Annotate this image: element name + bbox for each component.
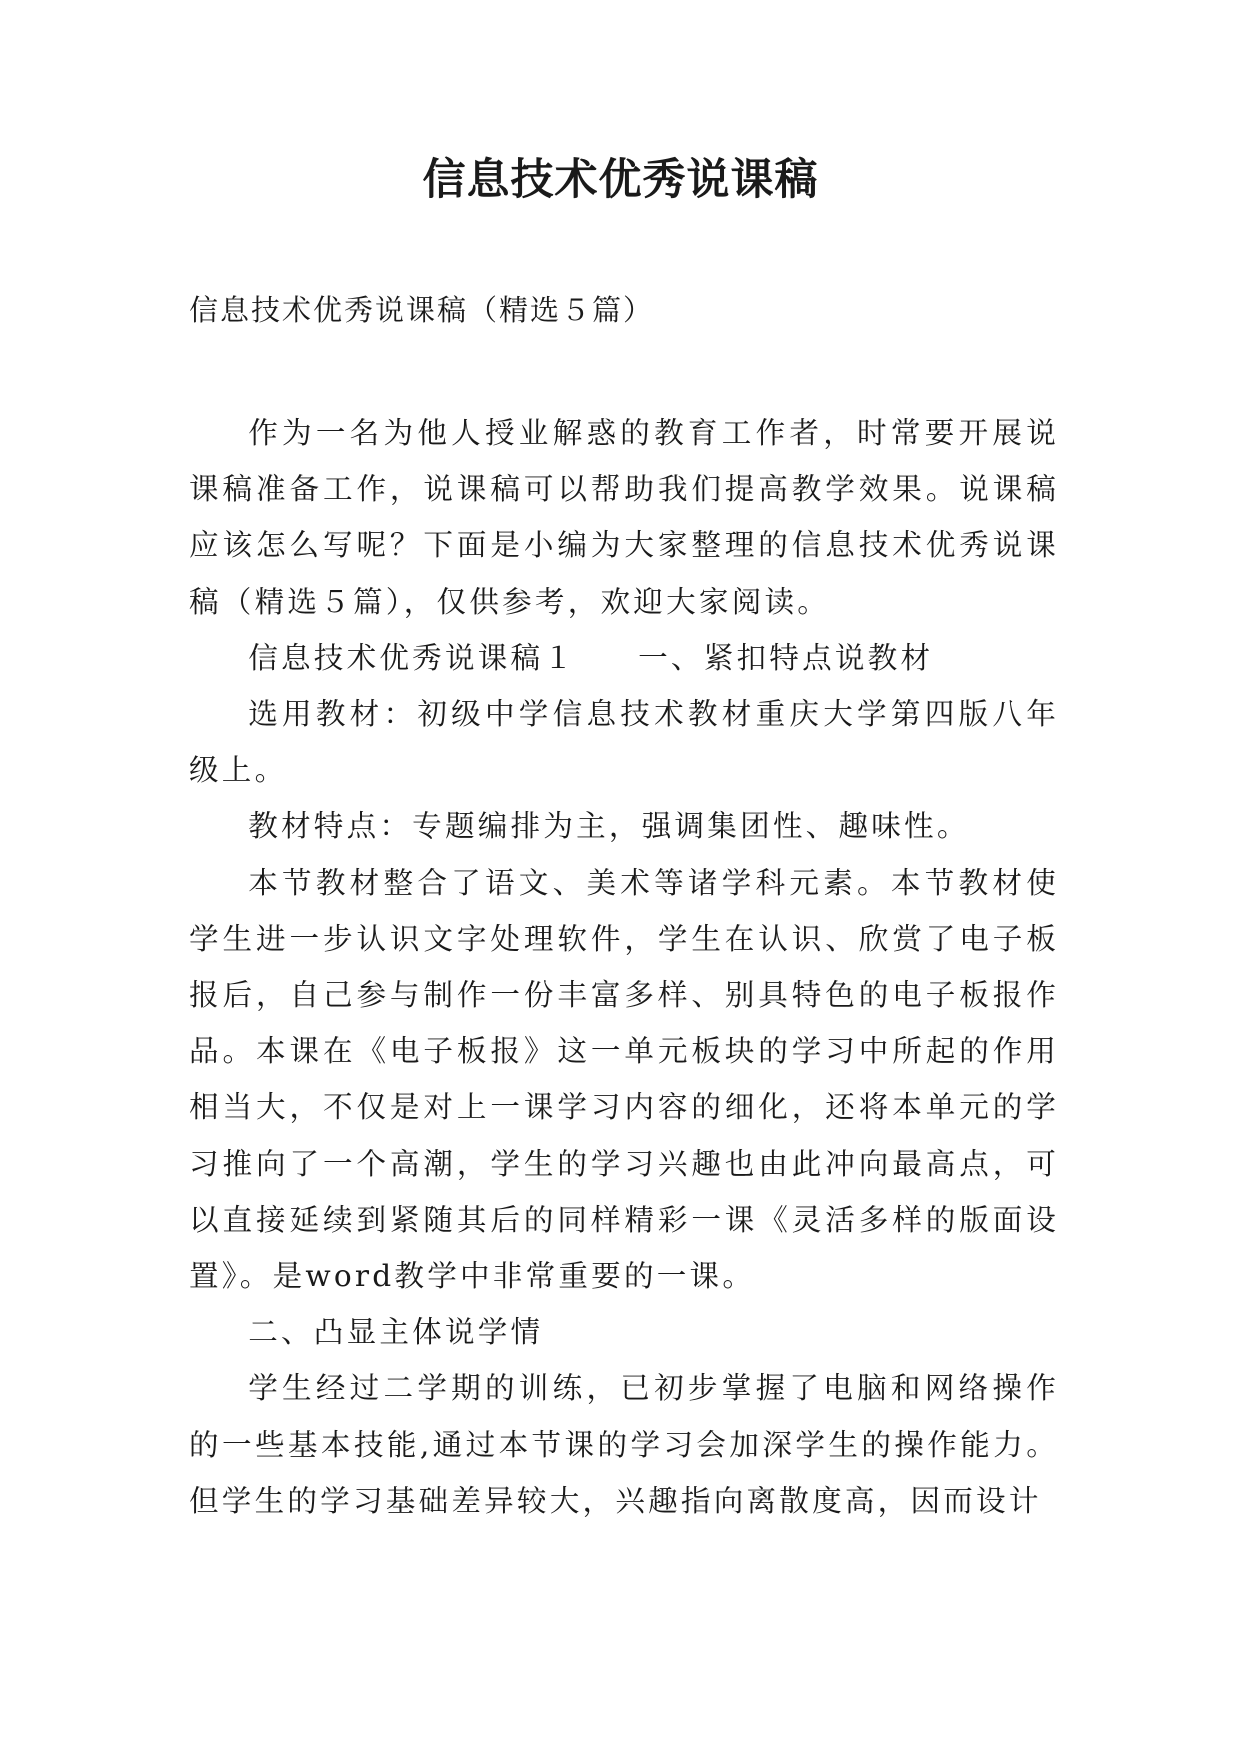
body-paragraph-intro: 作为一名为他人授业解惑的教育工作者，时常要开展说课稿准备工作，说课稿可以帮助我们提高教学效果。说课稿应该怎么写呢？下面是小编为大家整理的信息技术优秀说课稿（精选５篇），仅供参考，欢迎大家阅读。 [189,416,1059,619]
body-paragraph-features: 教材特点：专题编排为主，强调集团性、趣味性。 [248,809,970,844]
section-heading-part: 一、紧扣特点说教材 [638,640,934,675]
section-heading-line [189,630,1059,686]
document-body [189,405,1059,1529]
body-paragraph-textbook: 选用教材：初级中学信息技术教材重庆大学第四版八年级上。 [189,697,1059,788]
section-heading-students: 二、凸显主体说学情 [248,1315,544,1350]
document-title: 信息技术优秀说课稿 [422,155,819,205]
body-paragraph-content: 本节教材整合了语文、美术等诸学科元素。本节教材使学生进一步认识文字处理软件，学生在认识、欣赏了电子板报后，自己参与制作一份丰富多样、别具特色的电子板报作品。本课在《电子板报》这一单元板块的学习中所起的作用相当大，不仅是对上一课学习内容的细化，还将本单元的学习推向了一个高潮，学生的学习兴趣也由此冲向最高点，可以直接延续到紧随其后的同样精彩一课《灵活多样的版面设置》。是word教学中非常重要的一课。 [189,865,1059,1294]
document-subtitle: 信息技术优秀说课稿（精选５篇） [189,293,655,327]
section-heading-article: 信息技术优秀说课稿１ [248,640,577,675]
body-paragraph-students: 学生经过二学期的训练，已初步掌握了电脑和网络操作的一些基本技能,通过本节课的学习会加深学生的操作能力。但学生的学习基础差异较大，兴趣指向离散度高，因而设计 [189,1371,1059,1518]
